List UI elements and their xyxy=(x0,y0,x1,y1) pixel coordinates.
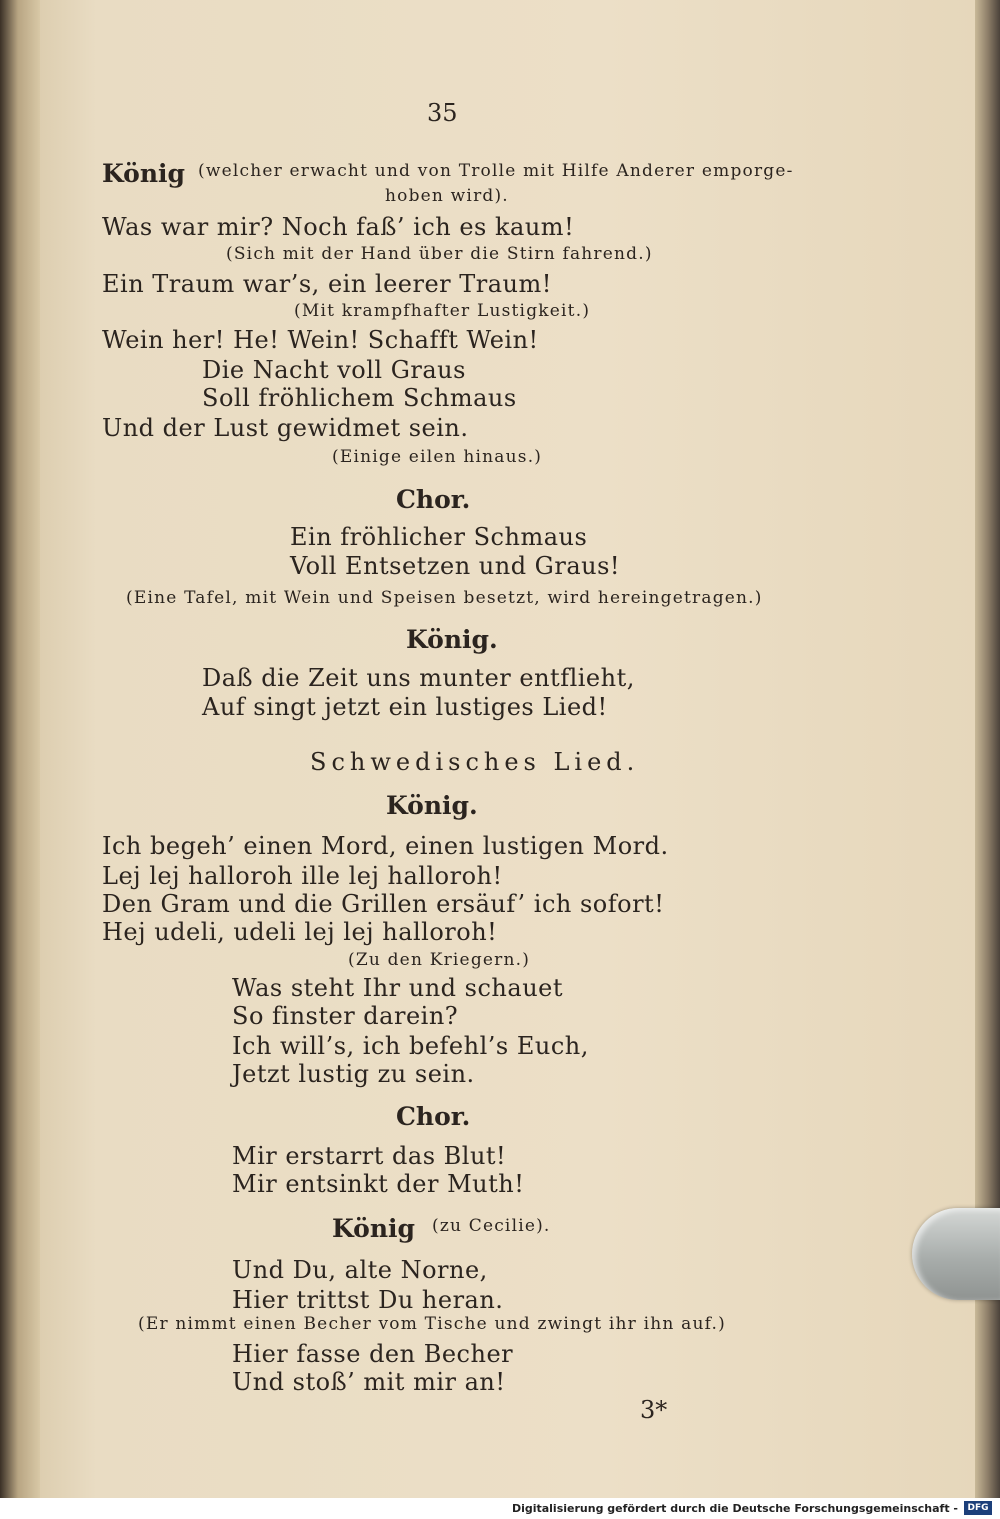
verse-line: Und Du, alte Norne, xyxy=(232,1256,488,1284)
speaker-heading: König xyxy=(332,1214,416,1243)
verse-line: Und stoß’ mit mir an! xyxy=(232,1368,506,1396)
verse-line: Soll fröhlichem Schmaus xyxy=(202,384,517,412)
stage-direction: (Eine Tafel, mit Wein und Speisen besetzt, wird hereingetragen.) xyxy=(126,588,763,608)
verse-line: Den Gram und die Grillen ersäuf’ ich sofort! xyxy=(102,890,665,918)
verse-line: Voll Entsetzen und Graus! xyxy=(290,552,621,580)
digitization-footer xyxy=(0,1498,1000,1519)
signature-mark: 3* xyxy=(640,1396,668,1424)
stage-direction: (Er nimmt einen Becher vom Tische und zwingt ihr ihn auf.) xyxy=(138,1314,726,1334)
footer-credit: Digitalisierung gefördert durch die Deutsche Forschungsgemeinschaft - xyxy=(511,1502,958,1515)
verse-line: Was war mir? Noch faß’ ich es kaum! xyxy=(102,213,575,241)
stage-direction: hoben wird). xyxy=(385,186,509,206)
verse-line: Lej lej halloroh ille lej halloroh! xyxy=(102,862,503,890)
verse-line: Was steht Ihr und schauet xyxy=(232,974,564,1002)
dfg-logo: DFG xyxy=(964,1501,992,1515)
stage-direction: (zu Cecilie). xyxy=(432,1216,551,1236)
verse-line: Auf singt jetzt ein lustiges Lied! xyxy=(202,693,608,721)
paper-clip xyxy=(912,1208,1000,1300)
verse-line: Hej udeli, udeli lej lej halloroh! xyxy=(102,918,498,946)
speaker-heading: König. xyxy=(406,625,498,654)
speaker-heading: Chor. xyxy=(396,485,471,514)
verse-line: Die Nacht voll Graus xyxy=(202,356,466,384)
page-number: 35 xyxy=(427,99,458,127)
verse-line: Wein her! He! Wein! Schafft Wein! xyxy=(102,326,539,354)
speaker-heading: Chor. xyxy=(396,1102,471,1131)
verse-line: Ein fröhlicher Schmaus xyxy=(290,523,588,551)
stage-direction: (welcher erwacht und von Trolle mit Hilfe Anderer emporge- xyxy=(198,161,794,181)
stage-direction: (Sich mit der Hand über die Stirn fahrend.) xyxy=(226,244,653,264)
song-title: Schwedisches Lied. xyxy=(310,748,640,776)
book-page xyxy=(40,0,980,1498)
verse-line: So finster darein? xyxy=(232,1002,459,1030)
stage-direction: (Mit krampfhafter Lustigkeit.) xyxy=(294,301,591,321)
stage-direction: (Zu den Kriegern.) xyxy=(348,950,531,970)
speaker-heading: König. xyxy=(386,791,478,820)
verse-line: Und der Lust gewidmet sein. xyxy=(102,414,469,442)
verse-line: Mir entsinkt der Muth! xyxy=(232,1170,525,1198)
verse-line: Ein Traum war’s, ein leerer Traum! xyxy=(102,270,552,298)
verse-line: Hier trittst Du heran. xyxy=(232,1286,504,1314)
verse-line: Ich begeh’ einen Mord, einen lustigen Mord. xyxy=(102,832,669,860)
stage-direction: (Einige eilen hinaus.) xyxy=(332,447,543,467)
book-binding-edge xyxy=(0,0,40,1498)
verse-line: Mir erstarrt das Blut! xyxy=(232,1142,507,1170)
verse-line: Daß die Zeit uns munter entflieht, xyxy=(202,664,635,692)
verse-line: Ich will’s, ich befehl’s Euch, xyxy=(232,1032,589,1060)
speaker-heading: König xyxy=(102,159,186,188)
verse-line: Hier fasse den Becher xyxy=(232,1340,514,1368)
verse-line: Jetzt lustig zu sein. xyxy=(232,1060,475,1088)
